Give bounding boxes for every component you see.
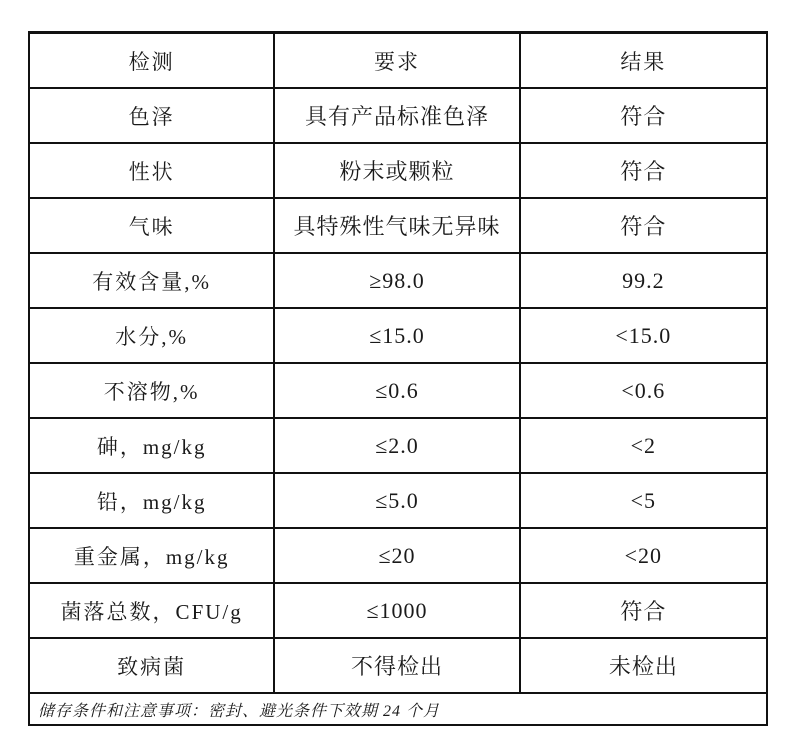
requirement-cell: ≤20 bbox=[275, 529, 520, 582]
requirement-cell: ≤5.0 bbox=[275, 474, 520, 527]
test-name-cell: 重金属，mg/kg bbox=[30, 529, 275, 582]
inspection-table bbox=[28, 31, 768, 726]
column-header-result: 结果 bbox=[620, 49, 667, 74]
storage-note: 储存条件和注意事项：密封、避光条件下效期 24 个月 bbox=[38, 702, 441, 720]
test-name-cell: 性状 bbox=[30, 144, 275, 197]
result-cell: 符合 bbox=[620, 214, 667, 239]
requirement-cell: ≥98.0 bbox=[275, 254, 520, 307]
test-name-cell: 气味 bbox=[30, 199, 275, 252]
table-row bbox=[30, 144, 766, 199]
table-row bbox=[30, 584, 766, 639]
test-name-cell: 有效含量,% bbox=[30, 254, 275, 307]
requirement-cell: 具有产品标准色泽 bbox=[275, 89, 520, 142]
result-cell: <2 bbox=[630, 432, 657, 458]
table-row bbox=[30, 474, 766, 529]
test-name-cell: 色泽 bbox=[30, 89, 275, 142]
result-cell: <15.0 bbox=[615, 322, 672, 348]
test-name-cell: 致病菌 bbox=[30, 639, 275, 692]
requirement-cell: 具特殊性气味无异味 bbox=[275, 199, 520, 252]
table-footer-row bbox=[30, 694, 766, 724]
requirement-cell: ≤1000 bbox=[275, 584, 520, 637]
test-name-cell: 水分,% bbox=[30, 309, 275, 362]
table-row bbox=[30, 364, 766, 419]
test-name-cell: 砷，mg/kg bbox=[30, 419, 275, 472]
column-header-test: 检测 bbox=[30, 34, 275, 87]
table-row bbox=[30, 254, 766, 309]
test-name-cell: 铅，mg/kg bbox=[30, 474, 275, 527]
requirement-cell: ≤15.0 bbox=[275, 309, 520, 362]
column-header-requirement: 要求 bbox=[275, 34, 520, 87]
result-cell: <20 bbox=[624, 542, 663, 568]
test-name-cell: 不溶物,% bbox=[30, 364, 275, 417]
test-name-cell: 菌落总数，CFU/g bbox=[30, 584, 275, 637]
requirement-cell: 不得检出 bbox=[275, 639, 520, 692]
requirement-cell: 粉末或颗粒 bbox=[275, 144, 520, 197]
result-cell: <0.6 bbox=[621, 377, 666, 403]
table-row bbox=[30, 309, 766, 364]
result-cell: 99.2 bbox=[622, 267, 665, 293]
result-cell: 符合 bbox=[620, 599, 667, 624]
result-cell: 符合 bbox=[620, 104, 667, 129]
result-cell: 未检出 bbox=[608, 654, 678, 679]
requirement-cell: ≤2.0 bbox=[275, 419, 520, 472]
requirement-cell: ≤0.6 bbox=[275, 364, 520, 417]
table-row bbox=[30, 529, 766, 584]
table-header-row bbox=[30, 34, 766, 89]
table-row bbox=[30, 89, 766, 144]
result-cell: 符合 bbox=[620, 159, 667, 184]
table-row bbox=[30, 199, 766, 254]
table-row bbox=[30, 419, 766, 474]
table-row bbox=[30, 639, 766, 694]
result-cell: <5 bbox=[630, 487, 657, 513]
